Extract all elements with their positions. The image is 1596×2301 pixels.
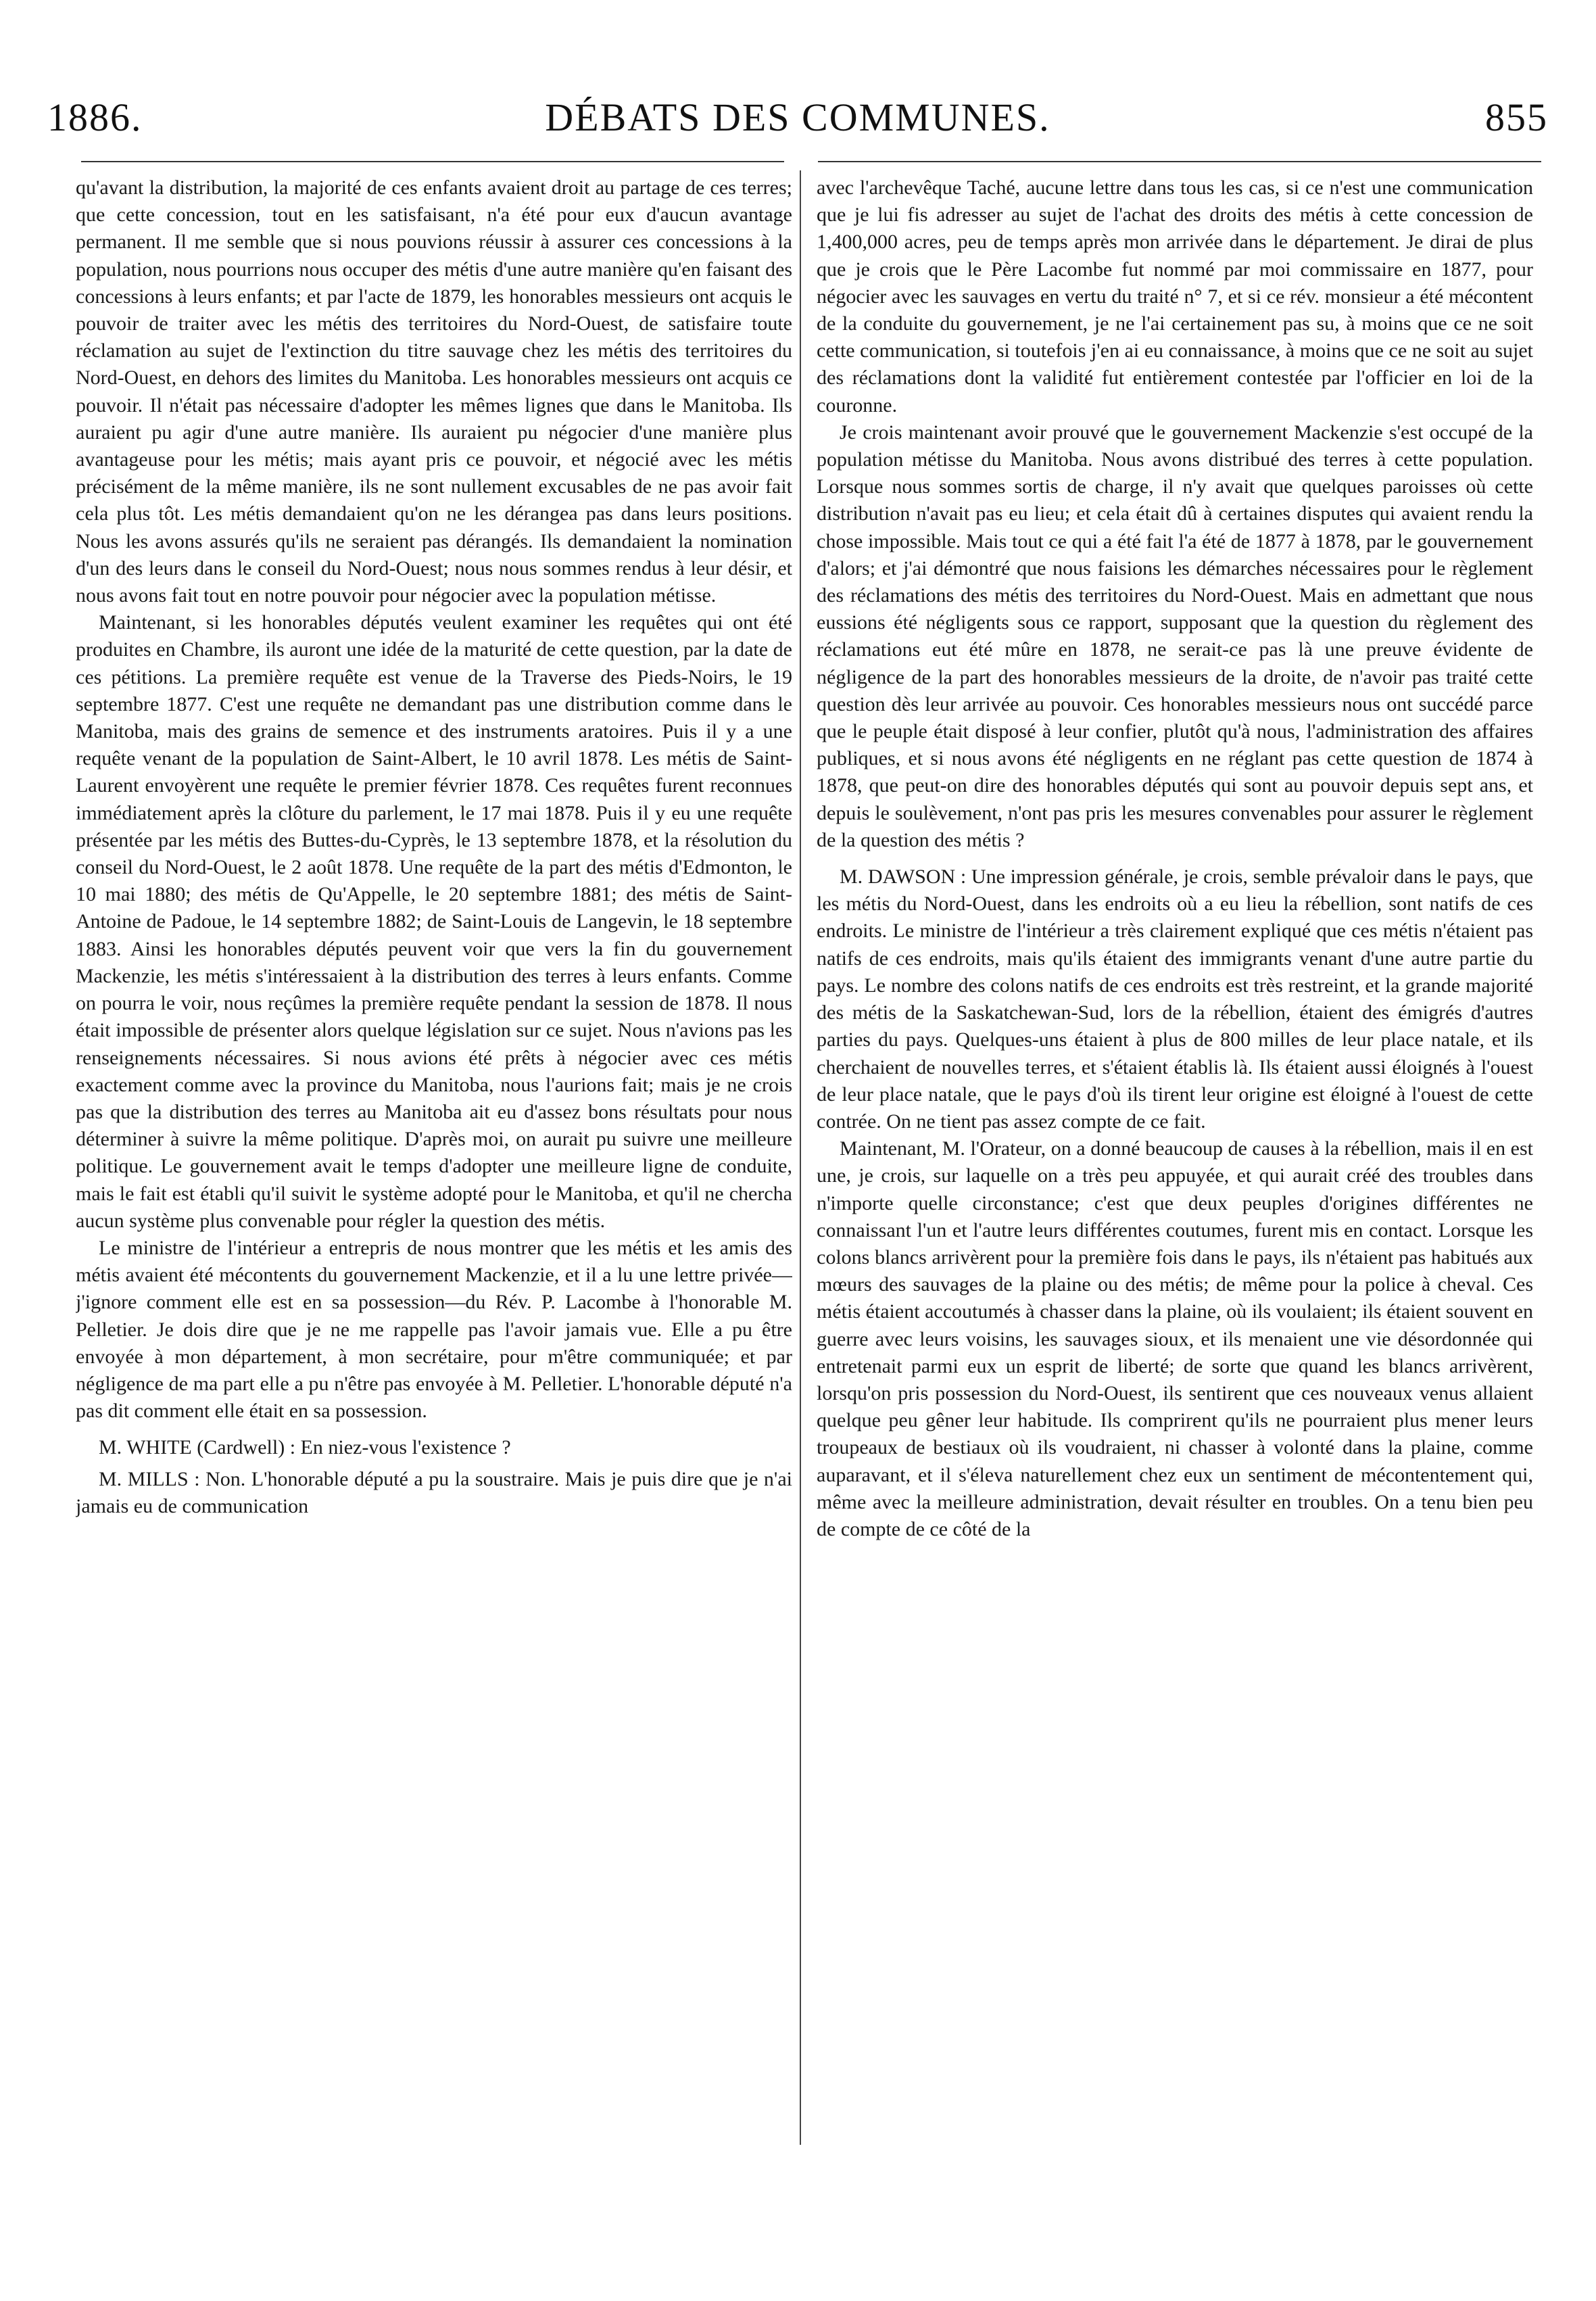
header-rule-left xyxy=(81,161,784,162)
speech-dawson xyxy=(817,863,1533,1135)
speaker-name: M. MILLS : xyxy=(99,1467,200,1490)
paragraph: Maintenant, si les honorables députés veulent examiner les requêtes qui ont été produites en Chambre, ils auront une idée de la maturité de cette question, par la date de ces pétitions. La première requête est venue de la Traverse des Pieds-Noirs, le 19 septembre 1877. C'est une requête ne demandant pas une distribution comme dans le Manitoba, mais des grains de semence et des instruments aratoires. Puis il y a une requête venant de la population de Saint-Albert, le 10 avril 1878. Les métis de Saint-Laurent envoyèrent une requête le premier février 1878. Ces requêtes furent reconnues immédiatement après la clôture du parlement, le 17 mai 1878. Puis il y eu une requête présentée par les métis des Buttes-du-Cyprès, le 13 septembre 1878, et la résolution du conseil du Nord-Ouest, le 2 août 1878. Une requête de la part des métis d'Edmonton, le 10 mai 1880; des métis de Qu'Appelle, le 20 septembre 1881; des métis de Saint-Antoine de Padoue, le 14 septembre 1882; de Saint-Louis de Langevin, le 18 septembre 1883. Ainsi les honorables députés peuvent voir que vers la fin du gouvernement Mackenzie, les métis s'intéressaient à la distribution des terres à leurs enfants. Comme on pourra le voir, nous reçûmes la première requête pendant la session de 1878. Il nous était impossible de présenter alors quelque législation sur ce sujet. Nous n'avions pas les renseignements nécessaires. Si nous avions été prêts à négocier avec ces métis exactement comme avec la province du Manitoba, nous l'aurions fait; mais je ne crois pas que la distribution des terres au Manitoba ait eu d'assez bons résultats pour nous déterminer à suivre la même politique. D'après moi, on aurait pu suivre une meilleure politique. Le gouvernement avait le temps d'adopter une meilleure ligne de conduite, mais le fait est établi qu'il suivit le système adopté pour le Manitoba, et qu'il ne chercha aucun système plus convenable pour régler la question des métis. xyxy=(76,611,792,1232)
page-number: 855 xyxy=(1485,95,1548,139)
column-divider xyxy=(800,170,801,2145)
speaker-name: M. DAWSON : xyxy=(840,865,967,888)
header-rule-right xyxy=(818,161,1541,162)
speech-text: Une impression générale, je crois, semble prévaloir dans le pays, que les métis du Nord-Ouest, dans les endroits où a eu lieu la rébellion, sont natifs de ces endroits. Le ministre de l'intérieur a très clairement expliqué que ces métis n'étaient pas natifs de ces endroits, mais qu'ils étaient des immigrants venant d'une autre partie du pays. Le nombre des colons natifs de ces endroits est très restreint, et la grande majorité des métis de la Saskatchewan-Sud, lors de la rébellion, étaient des émigrés d'autres parties du pays. Quelques-uns étaient à plus de 800 milles de leur place natale, et ils cherchaient de nouvelles terres, et s'étaient établis là. Ils étaient aussi éloignés à l'ouest de leur place natale, que le pays d'où ils tirent leur origine est éloigné à l'ouest de cette contrée. On ne tient pas assez compte de ce fait. xyxy=(817,865,1533,1133)
speech-white xyxy=(76,1434,792,1461)
journal-title: DÉBATS DES COMMUNES. xyxy=(545,95,1050,139)
page-header xyxy=(47,95,1548,149)
speech-text: En niez-vous l'existence ? xyxy=(300,1436,511,1459)
speech-text: Non. L'honorable député a pu la soustraire. Mais je puis dire que je n'ai jamais eu de communication xyxy=(76,1467,792,1517)
paragraph: Maintenant, M. l'Orateur, on a donné beaucoup de causes à la rébellion, mais il en est une, je crois, sur laquelle on a très peu appuyée, et qui aurait créé des troubles dans n'importe quelle circonstance; c'est que deux peuples d'origines différentes ne connaissant l'un et l'autre leurs différentes coutumes, furent mis en contact. Lorsque les colons blancs arrivèrent pour la première fois dans le pays, ils n'étaient pas habitués aux mœurs des sauvages de la plaine ou des métis; de même pour la police à cheval. Ces métis étaient accoutumés à chasser dans la plaine, où ils voulaient; ils étaient souvent en guerre avec leurs voisins, les sauvages sioux, et ils menaient une vie désordonnée qui entretenait parmi eux un esprit de liberté; de sorte que quand les blancs arrivèrent, lorsqu'on pris possession du Nord-Ouest, ils sentirent que ces nouveaux venus allaient quelque peu gêner leur habitude. Ils comprirent qu'ils ne pourraient plus mener leurs troupeaux de bestiaux où ils voudraient, ni chasser à volonté dans la plaine, comme auparavant, et il s'éleva naturellement chez eux un sentiment de mécontentement qui, même avec la meilleure administration, devait résulter en troubles. On a tenu bien peu de compte de ce côté de la xyxy=(817,1137,1533,1540)
left-column xyxy=(76,174,792,2149)
paragraph: Le ministre de l'intérieur a entrepris de nous montrer que les métis et les amis des métis avaient été mécontents du gouvernement Mackenzie, et il a lu une lettre privée—j'ignore comment elle est en sa possession—du Rév. P. Lacombe à l'honorable M. Pelletier. Je dois dire que je ne me rappelle pas l'avoir jamais vue. Elle a pu être envoyée à mon département, à mon secrétaire, pour m'être communiquée; et par négligence de ma part elle a pu n'être pas envoyée à M. Pelletier. L'honorable député n'a pas dit comment elle était en sa possession. xyxy=(76,1236,792,1423)
speech-mills xyxy=(76,1466,792,1520)
speaker-name: M. WHITE (Cardwell) : xyxy=(99,1436,296,1459)
paragraph: Je crois maintenant avoir prouvé que le gouvernement Mackenzie s'est occupé de la population métisse du Manitoba. Nous avons distribué des terres à cette population. Lorsque nous sommes sortis de charge, il n'y avait que quelques paroisses où cette distribution n'avait pas eu lieu; et cela était dû à certaines disputes qui avaient rendu la chose impossible. Mais tout ce qui a été fait l'a été de 1877 à 1878, par le gouvernement d'alors; et j'ai démontré que nous faisions les démarches nécessaires pour le règlement des réclamations des métis des territoires du Nord-Ouest. Mais en admettant que nous eussions été négligents sous ce rapport, supposant que la question du règlement des réclamations eut été mûre en 1878, ne serait-ce pas là une preuve évidente de négligence de la part des honorables messieurs de la droite, de n'avoir pas traité cette question dès leur arrivée au pouvoir. Ces honorables messieurs nous ont succédé parce que le peuple était disposé à leur confier, plutôt qu'à nous, l'administration des affaires publiques, et si nous avons été négligents en ne réglant pas cette question de 1874 à 1878, que peut-on dire des honorables députés qui sont au pouvoir depuis sept ans, et depuis le soulèvement, n'ont pas pris les mesures convenables pour assurer le règlement de la question des métis ? xyxy=(817,421,1533,851)
header-year: 1886. xyxy=(47,95,143,139)
right-column xyxy=(817,174,1533,2149)
paragraph: qu'avant la distribution, la majorité de ces enfants avaient droit au partage de ces terres; que cette concession, tout en les satisfaisant, n'a été pour eux d'aucun avantage permanent. Il me semble que si nous pouvions réussir à assurer ces concessions à la population, nous pourrions nous occuper des métis d'une autre manière qu'en faisant des concessions à leurs enfants; et par l'acte de 1879, les honorables messieurs ont acquis le pouvoir de traiter avec les métis des territoires du Nord-Ouest, de satisfaire toute réclamation au sujet de l'extinction du titre sauvage chez les métis des territoires du Nord-Ouest, en dehors des limites du Manitoba. Les honorables messieurs ont acquis ce pouvoir. Il n'était pas nécessaire d'adopter les mêmes lignes que dans le Manitoba. Ils auraient pu agir d'une autre manière. Ils auraient pu négocier d'une manière plus avantageuse pour les métis; mais ayant pris ce pouvoir, et négocié avec les métis précisément de la même manière, ils ne sont nullement excusables de ne pas avoir fait cela plus tôt. Les métis demandaient qu'on ne les dérangea pas dans leurs positions. Nous les avons assurés qu'ils ne seraient pas dérangés. Ils demandaient la nomination d'un des leurs dans le conseil du Nord-Ouest; nous nous sommes rendus à leur désir, et nous avons fait tout en notre pouvoir pour négocier avec la population métisse. xyxy=(76,176,792,607)
paragraph: avec l'archevêque Taché, aucune lettre dans tous les cas, si ce n'est une communication que je lui fis adresser au sujet de l'achat des droits des métis à cette concession de 1,400,000 acres, peu de temps après mon arrivée dans le département. Je dirai de plus que je crois que le Père Lacombe fut nommé par moi commissaire en 1877, pour négocier avec les sauvages en vertu du traité n° 7, et si ce rév. monsieur a été mécontent de la conduite du gouvernement, je ne l'ai certainement pas su, à moins que ce ne soit cette communication, si toutefois j'en ai eu connaissance, à moins que ce ne soit au sujet des réclamations dont la validité fut entièrement contestée par l'officier en loi de la couronne. xyxy=(817,176,1533,417)
